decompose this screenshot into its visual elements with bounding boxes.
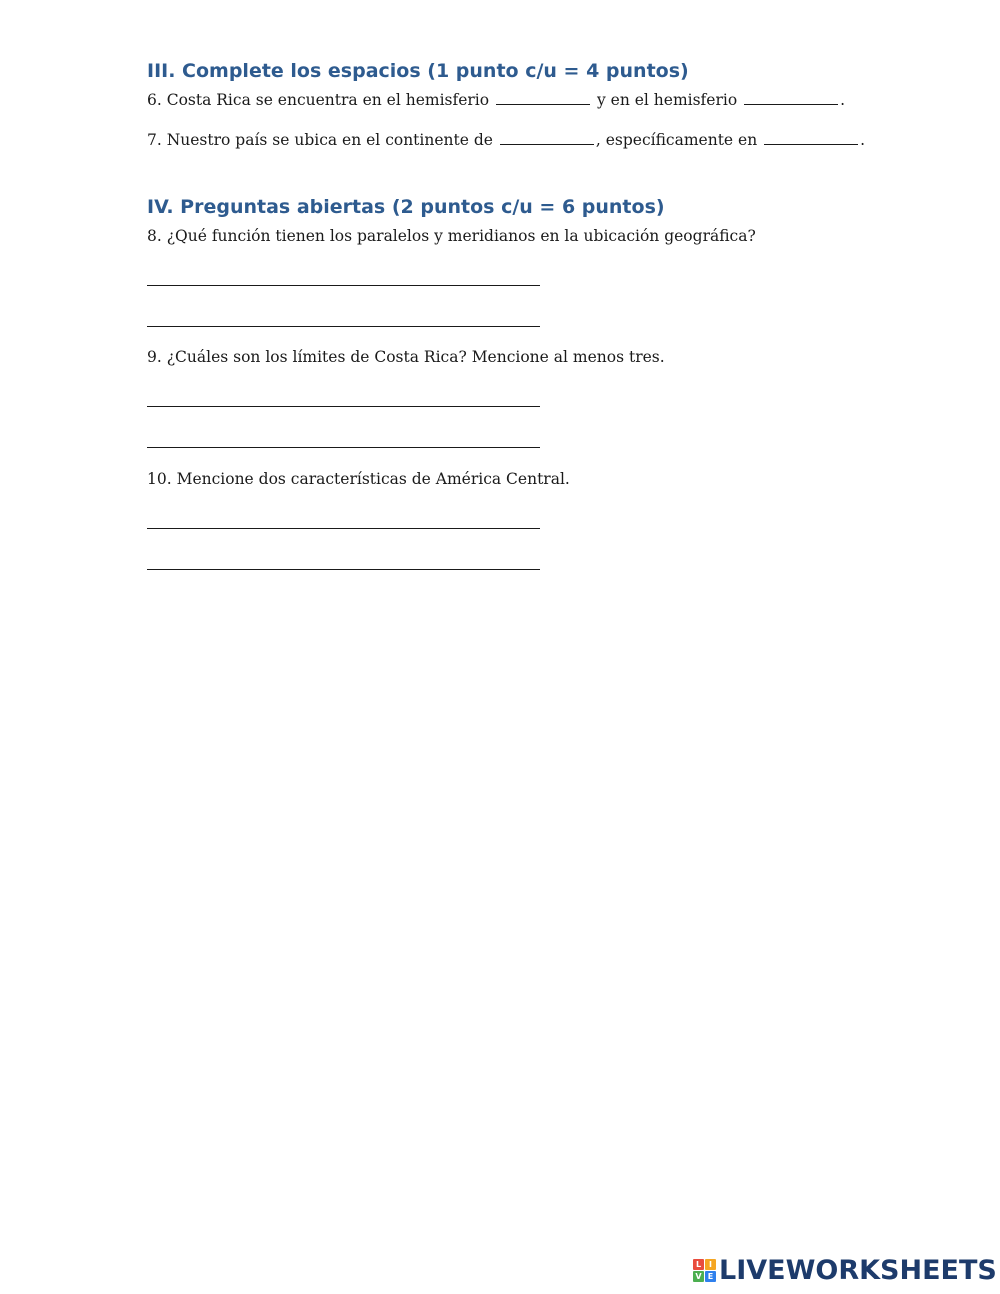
liveworksheets-logo-icon [693, 1259, 716, 1282]
question-7-text-c: . [860, 131, 866, 149]
question-9-answer-line-2[interactable] [147, 447, 540, 448]
section-3-heading: III. Complete los espacios (1 punto c/u = 4 puntos) [147, 60, 689, 82]
question-7-text-a: 7. Nuestro país se ubica en el continente de [147, 131, 493, 149]
question-10-answer-line-2[interactable] [147, 569, 540, 570]
question-10: 10. Mencione dos características de América Central. [147, 470, 570, 488]
question-7 [147, 131, 865, 149]
logo-mark-square-l: L [693, 1259, 704, 1270]
liveworksheets-logo [693, 1255, 997, 1285]
question-7-text-b: , específicamente en [595, 131, 758, 149]
section-4-heading: IV. Preguntas abiertas (2 puntos c/u = 6 puntos) [147, 196, 665, 218]
question-7-blank-1[interactable] [500, 143, 594, 145]
logo-mark-square-e: E [705, 1271, 716, 1282]
liveworksheets-logo-text: LIVEWORKSHEETS [719, 1254, 997, 1286]
question-9: 9. ¿Cuáles son los límites de Costa Rica? Mencione al menos tres. [147, 348, 665, 366]
question-6-blank-1[interactable] [496, 103, 590, 105]
question-7-blank-2[interactable] [764, 143, 858, 145]
question-6-text-b: y en el hemisferio [596, 91, 738, 109]
logo-mark-square-v: V [693, 1271, 704, 1282]
question-6 [147, 91, 845, 109]
question-6-text-c: . [840, 91, 846, 109]
question-8: 8. ¿Qué función tienen los paralelos y meridianos en la ubicación geográfica? [147, 227, 756, 245]
question-6-blank-2[interactable] [744, 103, 838, 105]
question-6-text-a: 6. Costa Rica se encuentra en el hemisferio [147, 91, 490, 109]
question-9-answer-line-1[interactable] [147, 406, 540, 407]
logo-mark-square-i: I [705, 1259, 716, 1270]
question-10-answer-line-1[interactable] [147, 528, 540, 529]
question-8-answer-line-1[interactable] [147, 285, 540, 286]
question-8-answer-line-2[interactable] [147, 326, 540, 327]
